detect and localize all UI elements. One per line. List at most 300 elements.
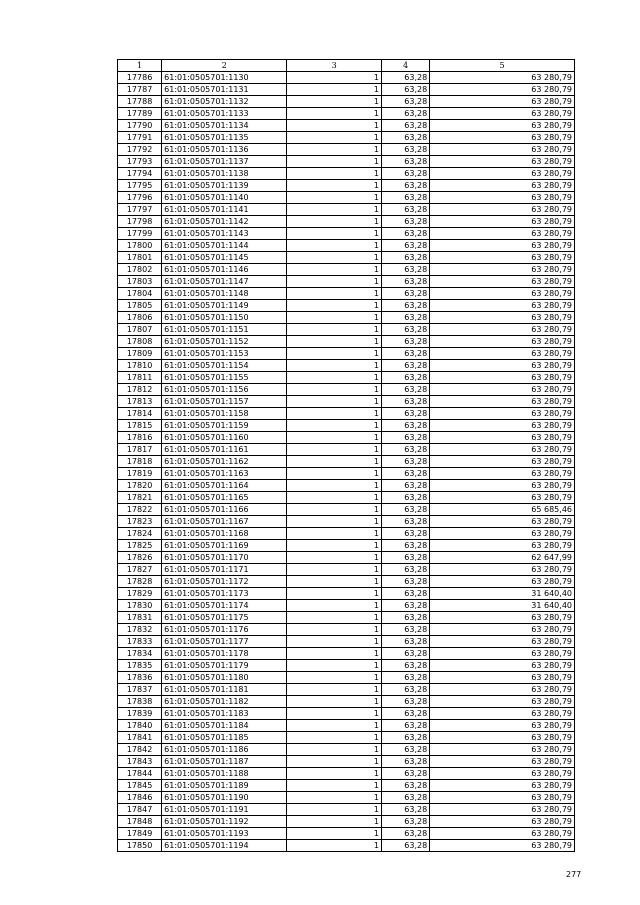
quantity-cell: 1 [287, 228, 381, 240]
row-number-cell: 17809 [118, 348, 162, 360]
area-cell: 63,28 [381, 360, 429, 372]
area-cell: 63,28 [381, 480, 429, 492]
area-cell: 63,28 [381, 132, 429, 144]
row-number-cell: 17823 [118, 516, 162, 528]
row-number-cell: 17836 [118, 672, 162, 684]
value-cell: 63 280,79 [430, 804, 575, 816]
row-number-cell: 17826 [118, 552, 162, 564]
value-cell: 63 280,79 [430, 564, 575, 576]
value-cell: 63 280,79 [430, 420, 575, 432]
area-cell: 63,28 [381, 468, 429, 480]
row-number-cell: 17850 [118, 840, 162, 852]
row-number-cell: 17815 [118, 420, 162, 432]
column-header-4: 4 [381, 60, 429, 72]
cadastral-number-cell: 61:01:0505701:1148 [162, 288, 287, 300]
quantity-cell: 1 [287, 420, 381, 432]
row-number-cell: 17800 [118, 240, 162, 252]
table-row [118, 468, 575, 480]
value-cell: 63 280,79 [430, 660, 575, 672]
table-row [118, 264, 575, 276]
table-row [118, 792, 575, 804]
area-cell: 63,28 [381, 708, 429, 720]
area-cell: 63,28 [381, 504, 429, 516]
quantity-cell: 1 [287, 540, 381, 552]
table-row [118, 708, 575, 720]
value-cell: 63 280,79 [430, 816, 575, 828]
quantity-cell: 1 [287, 252, 381, 264]
quantity-cell: 1 [287, 120, 381, 132]
cadastral-number-cell: 61:01:0505701:1186 [162, 744, 287, 756]
area-cell: 63,28 [381, 408, 429, 420]
table-row [118, 120, 575, 132]
table-row [118, 396, 575, 408]
value-cell: 63 280,79 [430, 576, 575, 588]
value-cell: 63 280,79 [430, 432, 575, 444]
table-row [118, 288, 575, 300]
area-cell: 63,28 [381, 240, 429, 252]
table-row [118, 336, 575, 348]
quantity-cell: 1 [287, 600, 381, 612]
value-cell: 63 280,79 [430, 636, 575, 648]
cadastral-number-cell: 61:01:0505701:1166 [162, 504, 287, 516]
quantity-cell: 1 [287, 780, 381, 792]
row-number-cell: 17817 [118, 444, 162, 456]
row-number-cell: 17819 [118, 468, 162, 480]
cadastral-number-cell: 61:01:0505701:1182 [162, 696, 287, 708]
table-header [118, 60, 575, 72]
row-number-cell: 17805 [118, 300, 162, 312]
quantity-cell: 1 [287, 72, 381, 84]
quantity-cell: 1 [287, 708, 381, 720]
cadastral-number-cell: 61:01:0505701:1130 [162, 72, 287, 84]
area-cell: 63,28 [381, 684, 429, 696]
value-cell: 31 640,40 [430, 588, 575, 600]
table-row [118, 540, 575, 552]
quantity-cell: 1 [287, 216, 381, 228]
cadastral-number-cell: 61:01:0505701:1192 [162, 816, 287, 828]
area-cell: 63,28 [381, 396, 429, 408]
table-row [118, 168, 575, 180]
value-cell: 63 280,79 [430, 756, 575, 768]
area-cell: 63,28 [381, 528, 429, 540]
quantity-cell: 1 [287, 648, 381, 660]
row-number-cell: 17787 [118, 84, 162, 96]
quantity-cell: 1 [287, 336, 381, 348]
row-number-cell: 17830 [118, 600, 162, 612]
data-table [117, 59, 575, 852]
row-number-cell: 17803 [118, 276, 162, 288]
value-cell: 63 280,79 [430, 528, 575, 540]
table-row [118, 276, 575, 288]
value-cell: 63 280,79 [430, 744, 575, 756]
quantity-cell: 1 [287, 312, 381, 324]
quantity-cell: 1 [287, 132, 381, 144]
quantity-cell: 1 [287, 828, 381, 840]
quantity-cell: 1 [287, 384, 381, 396]
area-cell: 63,28 [381, 180, 429, 192]
cadastral-number-cell: 61:01:0505701:1177 [162, 636, 287, 648]
cadastral-number-cell: 61:01:0505701:1189 [162, 780, 287, 792]
area-cell: 63,28 [381, 192, 429, 204]
cadastral-number-cell: 61:01:0505701:1147 [162, 276, 287, 288]
column-header-2: 2 [162, 60, 287, 72]
table-row [118, 516, 575, 528]
table-row [118, 564, 575, 576]
row-number-cell: 17795 [118, 180, 162, 192]
row-number-cell: 17841 [118, 732, 162, 744]
quantity-cell: 1 [287, 96, 381, 108]
row-number-cell: 17804 [118, 288, 162, 300]
area-cell: 63,28 [381, 564, 429, 576]
value-cell: 63 280,79 [430, 288, 575, 300]
quantity-cell: 1 [287, 696, 381, 708]
cadastral-number-cell: 61:01:0505701:1144 [162, 240, 287, 252]
cadastral-number-cell: 61:01:0505701:1178 [162, 648, 287, 660]
row-number-cell: 17793 [118, 156, 162, 168]
value-cell: 63 280,79 [430, 192, 575, 204]
cadastral-number-cell: 61:01:0505701:1142 [162, 216, 287, 228]
quantity-cell: 1 [287, 360, 381, 372]
cadastral-number-cell: 61:01:0505701:1187 [162, 756, 287, 768]
value-cell: 63 280,79 [430, 312, 575, 324]
cadastral-number-cell: 61:01:0505701:1162 [162, 456, 287, 468]
area-cell: 63,28 [381, 660, 429, 672]
quantity-cell: 1 [287, 468, 381, 480]
quantity-cell: 1 [287, 240, 381, 252]
area-cell: 63,28 [381, 108, 429, 120]
table-row [118, 732, 575, 744]
page-number: 277 [566, 870, 582, 879]
value-cell: 63 280,79 [430, 492, 575, 504]
cadastral-number-cell: 61:01:0505701:1135 [162, 132, 287, 144]
cadastral-number-cell: 61:01:0505701:1155 [162, 372, 287, 384]
row-number-cell: 17846 [118, 792, 162, 804]
value-cell: 31 640,40 [430, 600, 575, 612]
table-row [118, 780, 575, 792]
row-number-cell: 17788 [118, 96, 162, 108]
table-row [118, 636, 575, 648]
area-cell: 63,28 [381, 288, 429, 300]
row-number-cell: 17838 [118, 696, 162, 708]
value-cell: 63 280,79 [430, 396, 575, 408]
row-number-cell: 17816 [118, 432, 162, 444]
quantity-cell: 1 [287, 192, 381, 204]
value-cell: 63 280,79 [430, 828, 575, 840]
table-row [118, 408, 575, 420]
value-cell: 63 280,79 [430, 684, 575, 696]
area-cell: 63,28 [381, 744, 429, 756]
cadastral-number-cell: 61:01:0505701:1146 [162, 264, 287, 276]
area-cell: 63,28 [381, 120, 429, 132]
table-row [118, 108, 575, 120]
area-cell: 63,28 [381, 276, 429, 288]
area-cell: 63,28 [381, 168, 429, 180]
row-number-cell: 17798 [118, 216, 162, 228]
table-row [118, 96, 575, 108]
row-number-cell: 17789 [118, 108, 162, 120]
value-cell: 63 280,79 [430, 456, 575, 468]
quantity-cell: 1 [287, 396, 381, 408]
row-number-cell: 17837 [118, 684, 162, 696]
value-cell: 63 280,79 [430, 384, 575, 396]
table-row [118, 132, 575, 144]
table-row [118, 360, 575, 372]
quantity-cell: 1 [287, 276, 381, 288]
row-number-cell: 17813 [118, 396, 162, 408]
cadastral-number-cell: 61:01:0505701:1154 [162, 360, 287, 372]
value-cell: 63 280,79 [430, 708, 575, 720]
quantity-cell: 1 [287, 156, 381, 168]
row-number-cell: 17802 [118, 264, 162, 276]
value-cell: 63 280,79 [430, 84, 575, 96]
value-cell: 63 280,79 [430, 132, 575, 144]
table-row [118, 720, 575, 732]
area-cell: 63,28 [381, 372, 429, 384]
row-number-cell: 17827 [118, 564, 162, 576]
area-cell: 63,28 [381, 432, 429, 444]
row-number-cell: 17833 [118, 636, 162, 648]
row-number-cell: 17786 [118, 72, 162, 84]
row-number-cell: 17828 [118, 576, 162, 588]
cadastral-number-cell: 61:01:0505701:1141 [162, 204, 287, 216]
quantity-cell: 1 [287, 660, 381, 672]
quantity-cell: 1 [287, 840, 381, 852]
row-number-cell: 17812 [118, 384, 162, 396]
area-cell: 63,28 [381, 816, 429, 828]
table-row [118, 492, 575, 504]
cadastral-number-cell: 61:01:0505701:1152 [162, 336, 287, 348]
quantity-cell: 1 [287, 744, 381, 756]
cadastral-number-cell: 61:01:0505701:1153 [162, 348, 287, 360]
value-cell: 63 280,79 [430, 264, 575, 276]
value-cell: 63 280,79 [430, 612, 575, 624]
cadastral-number-cell: 61:01:0505701:1159 [162, 420, 287, 432]
table-row [118, 828, 575, 840]
area-cell: 63,28 [381, 420, 429, 432]
table-row [118, 840, 575, 852]
area-cell: 63,28 [381, 576, 429, 588]
cadastral-number-cell: 61:01:0505701:1167 [162, 516, 287, 528]
value-cell: 63 280,79 [430, 408, 575, 420]
table-row [118, 456, 575, 468]
area-cell: 63,28 [381, 720, 429, 732]
area-cell: 63,28 [381, 540, 429, 552]
table-row [118, 252, 575, 264]
row-number-cell: 17790 [118, 120, 162, 132]
row-number-cell: 17799 [118, 228, 162, 240]
value-cell: 63 280,79 [430, 768, 575, 780]
cadastral-number-cell: 61:01:0505701:1190 [162, 792, 287, 804]
quantity-cell: 1 [287, 552, 381, 564]
cadastral-number-cell: 61:01:0505701:1163 [162, 468, 287, 480]
table-row [118, 660, 575, 672]
area-cell: 63,28 [381, 492, 429, 504]
cadastral-number-cell: 61:01:0505701:1184 [162, 720, 287, 732]
column-header-3: 3 [287, 60, 381, 72]
quantity-cell: 1 [287, 288, 381, 300]
row-number-cell: 17829 [118, 588, 162, 600]
table-row [118, 816, 575, 828]
row-number-cell: 17821 [118, 492, 162, 504]
row-number-cell: 17820 [118, 480, 162, 492]
cadastral-number-cell: 61:01:0505701:1136 [162, 144, 287, 156]
table-row [118, 192, 575, 204]
row-number-cell: 17797 [118, 204, 162, 216]
value-cell: 63 280,79 [430, 300, 575, 312]
row-number-cell: 17796 [118, 192, 162, 204]
value-cell: 63 280,79 [430, 72, 575, 84]
quantity-cell: 1 [287, 720, 381, 732]
cadastral-number-cell: 61:01:0505701:1172 [162, 576, 287, 588]
table-row [118, 600, 575, 612]
table-row [118, 444, 575, 456]
quantity-cell: 1 [287, 636, 381, 648]
quantity-cell: 1 [287, 264, 381, 276]
cadastral-number-cell: 61:01:0505701:1134 [162, 120, 287, 132]
cadastral-number-cell: 61:01:0505701:1194 [162, 840, 287, 852]
column-header-1: 1 [118, 60, 162, 72]
row-number-cell: 17832 [118, 624, 162, 636]
cadastral-number-cell: 61:01:0505701:1131 [162, 84, 287, 96]
area-cell: 63,28 [381, 804, 429, 816]
quantity-cell: 1 [287, 768, 381, 780]
cadastral-number-cell: 61:01:0505701:1188 [162, 768, 287, 780]
table-row [118, 648, 575, 660]
column-header-5: 5 [430, 60, 575, 72]
quantity-cell: 1 [287, 408, 381, 420]
table-row [118, 372, 575, 384]
cadastral-number-cell: 61:01:0505701:1179 [162, 660, 287, 672]
quantity-cell: 1 [287, 144, 381, 156]
quantity-cell: 1 [287, 480, 381, 492]
cadastral-number-cell: 61:01:0505701:1158 [162, 408, 287, 420]
area-cell: 63,28 [381, 600, 429, 612]
table-row [118, 240, 575, 252]
area-cell: 63,28 [381, 300, 429, 312]
value-cell: 63 280,79 [430, 840, 575, 852]
cadastral-number-cell: 61:01:0505701:1185 [162, 732, 287, 744]
row-number-cell: 17847 [118, 804, 162, 816]
row-number-cell: 17818 [118, 456, 162, 468]
quantity-cell: 1 [287, 672, 381, 684]
area-cell: 63,28 [381, 552, 429, 564]
cadastral-number-cell: 61:01:0505701:1164 [162, 480, 287, 492]
value-cell: 63 280,79 [430, 216, 575, 228]
table-row [118, 72, 575, 84]
area-cell: 63,28 [381, 792, 429, 804]
cadastral-number-cell: 61:01:0505701:1191 [162, 804, 287, 816]
quantity-cell: 1 [287, 564, 381, 576]
area-cell: 63,28 [381, 384, 429, 396]
quantity-cell: 1 [287, 528, 381, 540]
area-cell: 63,28 [381, 840, 429, 852]
value-cell: 63 280,79 [430, 480, 575, 492]
row-number-cell: 17822 [118, 504, 162, 516]
row-number-cell: 17810 [118, 360, 162, 372]
area-cell: 63,28 [381, 216, 429, 228]
area-cell: 63,28 [381, 696, 429, 708]
table-row [118, 672, 575, 684]
row-number-cell: 17843 [118, 756, 162, 768]
quantity-cell: 1 [287, 168, 381, 180]
table-row [118, 612, 575, 624]
quantity-cell: 1 [287, 588, 381, 600]
area-cell: 63,28 [381, 336, 429, 348]
value-cell: 63 280,79 [430, 324, 575, 336]
cadastral-number-cell: 61:01:0505701:1165 [162, 492, 287, 504]
value-cell: 63 280,79 [430, 240, 575, 252]
table-row [118, 432, 575, 444]
row-number-cell: 17794 [118, 168, 162, 180]
quantity-cell: 1 [287, 792, 381, 804]
cadastral-number-cell: 61:01:0505701:1150 [162, 312, 287, 324]
cadastral-number-cell: 61:01:0505701:1175 [162, 612, 287, 624]
quantity-cell: 1 [287, 756, 381, 768]
value-cell: 63 280,79 [430, 96, 575, 108]
header-row [118, 60, 575, 72]
table-row [118, 156, 575, 168]
row-number-cell: 17808 [118, 336, 162, 348]
cadastral-number-cell: 61:01:0505701:1138 [162, 168, 287, 180]
table-row [118, 768, 575, 780]
cadastral-number-cell: 61:01:0505701:1139 [162, 180, 287, 192]
area-cell: 63,28 [381, 624, 429, 636]
cadastral-number-cell: 61:01:0505701:1173 [162, 588, 287, 600]
value-cell: 63 280,79 [430, 696, 575, 708]
table-row [118, 684, 575, 696]
row-number-cell: 17849 [118, 828, 162, 840]
row-number-cell: 17811 [118, 372, 162, 384]
cadastral-number-cell: 61:01:0505701:1193 [162, 828, 287, 840]
quantity-cell: 1 [287, 180, 381, 192]
quantity-cell: 1 [287, 504, 381, 516]
quantity-cell: 1 [287, 84, 381, 96]
value-cell: 63 280,79 [430, 732, 575, 744]
row-number-cell: 17814 [118, 408, 162, 420]
cadastral-number-cell: 61:01:0505701:1160 [162, 432, 287, 444]
table-row [118, 744, 575, 756]
quantity-cell: 1 [287, 456, 381, 468]
area-cell: 63,28 [381, 732, 429, 744]
cadastral-number-cell: 61:01:0505701:1143 [162, 228, 287, 240]
table-row [118, 504, 575, 516]
row-number-cell: 17848 [118, 816, 162, 828]
quantity-cell: 1 [287, 300, 381, 312]
area-cell: 63,28 [381, 324, 429, 336]
cadastral-number-cell: 61:01:0505701:1171 [162, 564, 287, 576]
cadastral-number-cell: 61:01:0505701:1168 [162, 528, 287, 540]
value-cell: 63 280,79 [430, 120, 575, 132]
area-cell: 63,28 [381, 648, 429, 660]
value-cell: 63 280,79 [430, 204, 575, 216]
table-row [118, 144, 575, 156]
quantity-cell: 1 [287, 432, 381, 444]
cadastral-number-cell: 61:01:0505701:1181 [162, 684, 287, 696]
quantity-cell: 1 [287, 348, 381, 360]
value-cell: 63 280,79 [430, 672, 575, 684]
table-row [118, 348, 575, 360]
row-number-cell: 17792 [118, 144, 162, 156]
cadastral-number-cell: 61:01:0505701:1132 [162, 96, 287, 108]
area-cell: 63,28 [381, 780, 429, 792]
quantity-cell: 1 [287, 204, 381, 216]
cadastral-number-cell: 61:01:0505701:1176 [162, 624, 287, 636]
area-cell: 63,28 [381, 516, 429, 528]
value-cell: 63 280,79 [430, 792, 575, 804]
value-cell: 63 280,79 [430, 372, 575, 384]
row-number-cell: 17840 [118, 720, 162, 732]
value-cell: 63 280,79 [430, 252, 575, 264]
